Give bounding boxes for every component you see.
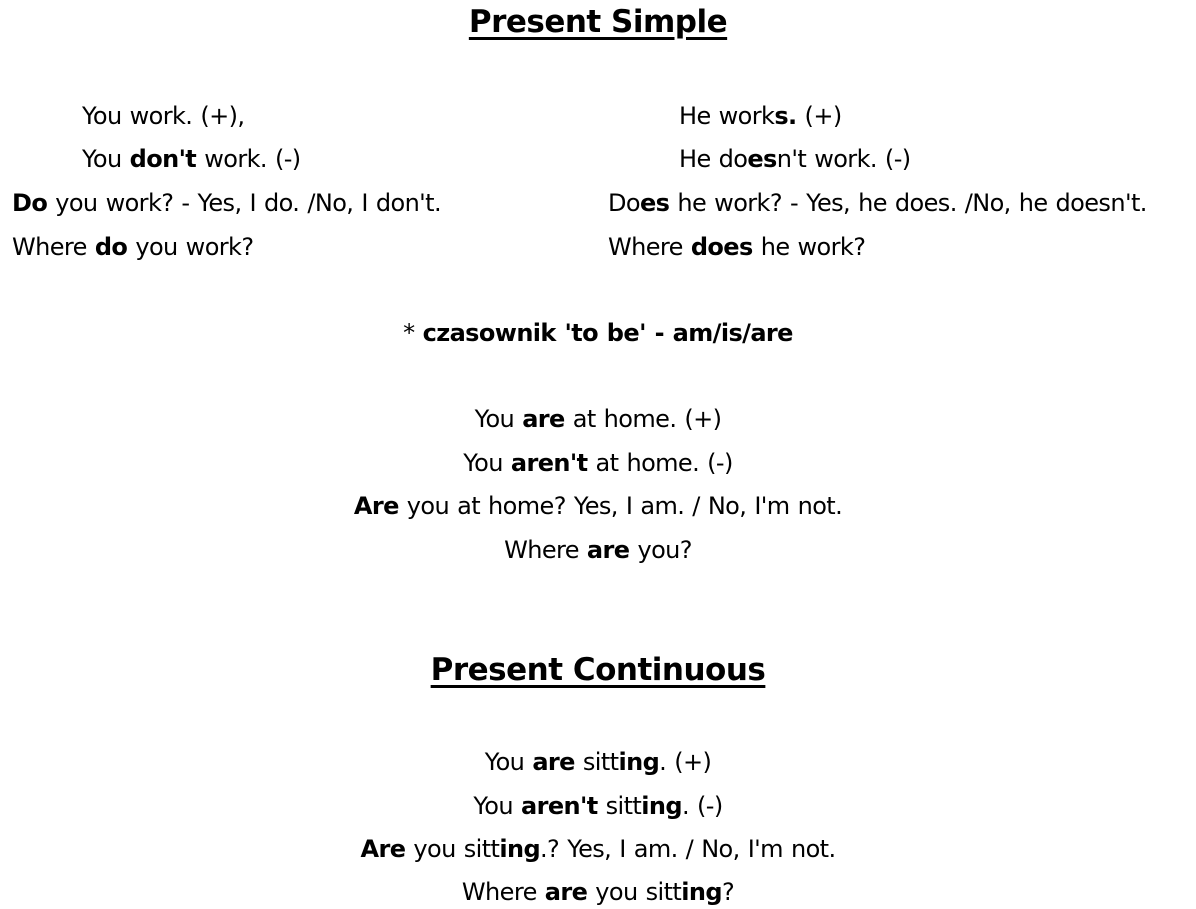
bold-text: ing <box>499 835 541 863</box>
text: sitt <box>574 748 619 776</box>
text: He work <box>679 102 775 130</box>
text: you work? - Yes, I do. /No, I don't. <box>47 189 442 217</box>
bold-text: are <box>586 536 630 564</box>
text: You <box>473 792 521 820</box>
text: he work? - Yes, he does. /No, he doesn't. <box>669 189 1147 217</box>
text: work. (-) <box>196 145 301 173</box>
to-be-wh-question <box>0 535 1196 565</box>
text: you? <box>629 536 692 564</box>
text: you at home? Yes, I am. / No, I'm not. <box>398 492 843 520</box>
text: you sitt <box>587 878 682 906</box>
you-affirmative <box>82 101 244 131</box>
bold-text: ing <box>681 878 722 906</box>
text: at home. (+) <box>564 405 722 433</box>
text: You <box>484 748 533 776</box>
text: . (+) <box>659 748 712 776</box>
text: (+) <box>796 102 842 130</box>
bold-text: are <box>522 405 565 433</box>
present-continuous-title: Present Continuous <box>430 652 766 688</box>
to-be-question <box>0 491 1196 521</box>
to-be-note <box>0 318 1196 348</box>
bold-text: es <box>639 189 670 217</box>
text: sitt <box>597 792 642 820</box>
text: You work. (+), <box>82 102 245 130</box>
bold-text: are <box>532 748 575 776</box>
text: you work? <box>127 233 254 261</box>
you-question <box>12 188 441 218</box>
bold-text: does <box>690 233 753 261</box>
continuous-wh-question <box>0 877 1196 907</box>
bold-text: aren't <box>521 792 598 820</box>
bold-text: aren't <box>510 449 588 477</box>
continuous-question <box>0 834 1196 864</box>
text: Where <box>608 233 691 261</box>
bold-text: ing <box>618 748 660 776</box>
asterisk: * <box>403 319 423 347</box>
text: n't work. (-) <box>776 145 911 173</box>
bold-text: ing <box>641 792 682 820</box>
text: .? Yes, I am. / No, I'm not. <box>540 835 836 863</box>
to-be-negative <box>0 448 1196 478</box>
bold-text: do <box>94 233 128 261</box>
bold-text: don't <box>129 145 197 173</box>
he-affirmative <box>679 101 842 131</box>
he-wh-question <box>608 232 865 262</box>
bold-text: es <box>747 145 777 173</box>
bold-text: czasownik 'to be' - am/is/are <box>422 319 793 347</box>
text: Where <box>12 233 95 261</box>
text: Do <box>608 189 640 217</box>
text: you sitt <box>405 835 500 863</box>
to-be-affirmative <box>0 404 1196 434</box>
bold-text: Are <box>360 835 406 863</box>
he-negative <box>679 144 911 174</box>
text: Where <box>461 878 545 906</box>
text: he work? <box>752 233 866 261</box>
bold-text: Do <box>12 189 48 217</box>
bold-text: s. <box>774 102 797 130</box>
text: at home. (-) <box>587 449 733 477</box>
present-simple-title: Present Simple <box>468 4 728 40</box>
continuous-negative <box>0 791 1196 821</box>
text: You <box>474 405 523 433</box>
you-wh-question <box>12 232 254 262</box>
bold-text: Are <box>353 492 399 520</box>
text: Where <box>504 536 587 564</box>
you-negative <box>82 144 301 174</box>
continuous-affirmative <box>0 747 1196 777</box>
text: He do <box>679 145 748 173</box>
text: ? <box>721 878 735 906</box>
bold-text: are <box>544 878 588 906</box>
text: You <box>463 449 511 477</box>
he-question <box>608 188 1147 218</box>
text: You <box>82 145 130 173</box>
text: . (-) <box>681 792 723 820</box>
